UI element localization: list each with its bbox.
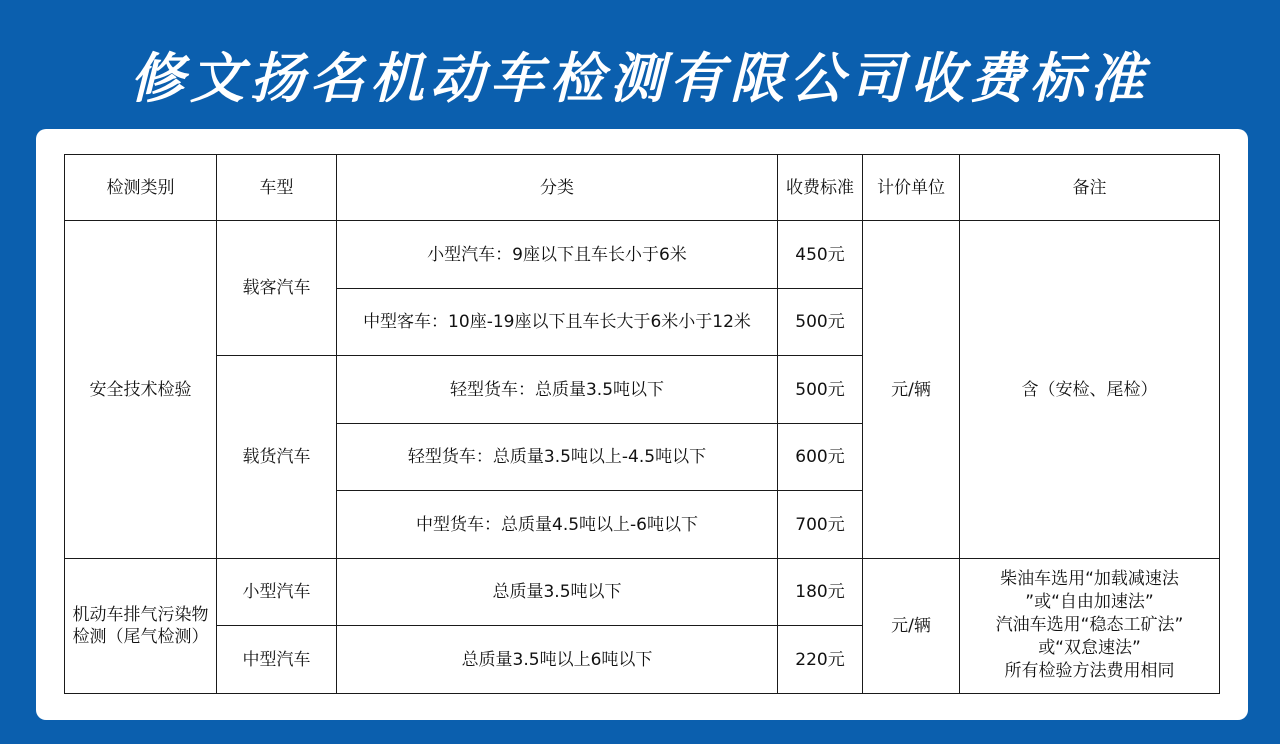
safety-note-cell: 含（安检、尾检） (960, 221, 1220, 559)
table-row (65, 558, 1220, 626)
classification-cell: 总质量3.5吨以上6吨以下 (337, 626, 778, 694)
table-row (65, 221, 1220, 289)
header-unit: 计价单位 (863, 155, 960, 221)
classification-cell: 中型客车：10座-19座以下且车长大于6米小于12米 (337, 288, 778, 356)
classification-cell: 轻型货车：总质量3.5吨以上-4.5吨以下 (337, 423, 778, 491)
note-line: ”或“自由加速法” (1025, 592, 1154, 613)
classification-cell: 中型货车：总质量4.5吨以上-6吨以下 (337, 491, 778, 559)
fee-cell: 500元 (778, 288, 863, 356)
emission-note-cell (960, 558, 1220, 693)
header-category: 检测类别 (65, 155, 217, 221)
safety-category-cell: 安全技术检验 (65, 221, 217, 559)
passenger-vehicle-cell: 载客汽车 (217, 221, 337, 356)
emission-category-cell: 机动车排气污染物检测（尾气检测） (65, 558, 217, 693)
note-line: 或“双怠速法” (1038, 638, 1141, 659)
classification-cell: 轻型货车：总质量3.5吨以下 (337, 356, 778, 424)
header-remarks: 备注 (960, 155, 1220, 221)
fee-cell: 700元 (778, 491, 863, 559)
fee-cell: 180元 (778, 558, 863, 626)
page-title: 修文扬名机动车检测有限公司收费标准 (130, 46, 1150, 110)
fee-cell: 600元 (778, 423, 863, 491)
table-header-row (65, 155, 1220, 221)
header-fee: 收费标准 (778, 155, 863, 221)
emission-unit-cell: 元/辆 (863, 558, 960, 693)
note-line: 汽油车选用“稳态工矿法” (995, 615, 1184, 636)
header-vehicle-type: 车型 (217, 155, 337, 221)
fee-table (64, 154, 1220, 694)
fee-cell: 220元 (778, 626, 863, 694)
header-classification: 分类 (337, 155, 778, 221)
fee-cell: 500元 (778, 356, 863, 424)
note-line: 所有检验方法费用相同 (1004, 661, 1175, 682)
fee-panel (36, 129, 1248, 720)
vehicle-type-cell: 小型汽车 (217, 558, 337, 626)
cargo-vehicle-cell: 载货汽车 (217, 356, 337, 559)
classification-cell: 小型汽车：9座以下且车长小于6米 (337, 221, 778, 289)
fee-cell: 450元 (778, 221, 863, 289)
note-line: 柴油车选用“加载减速法 (1000, 569, 1179, 590)
safety-unit-cell: 元/辆 (863, 221, 960, 559)
vehicle-type-cell: 中型汽车 (217, 626, 337, 694)
classification-cell: 总质量3.5吨以下 (337, 558, 778, 626)
